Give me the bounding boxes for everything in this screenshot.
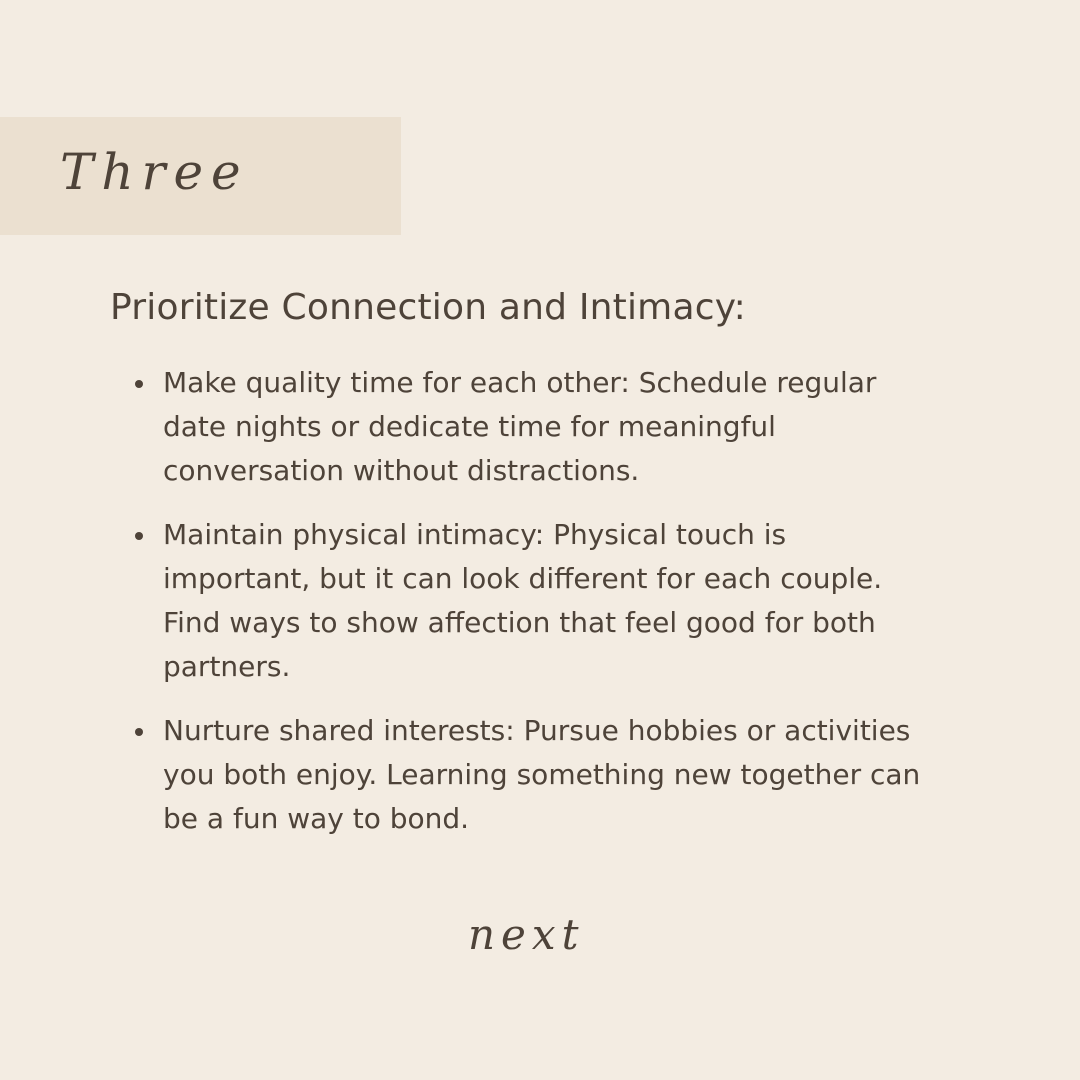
page-heading: Prioritize Connection and Intimacy: — [110, 287, 746, 328]
bullet-dot-icon — [135, 532, 143, 540]
next-button[interactable]: next — [468, 910, 585, 959]
list-item — [132, 513, 932, 689]
bullet-dot-icon — [135, 380, 143, 388]
list-item-text: Make quality time for each other: Schedule regular date nights or dedicate time for meaningful conversation without distractions. — [163, 366, 877, 487]
list-item-text: Maintain physical intimacy: Physical touch is important, but it can look different for each couple. Find ways to show affection that feel good for both partners. — [163, 518, 883, 683]
bullet-dot-icon — [135, 728, 143, 736]
list-item — [132, 361, 932, 493]
section-label-band — [0, 117, 401, 235]
list-item — [132, 709, 932, 841]
list-item-text: Nurture shared interests: Pursue hobbies or activities you both enjoy. Learning something new together can be a fun way to bond. — [163, 714, 921, 835]
section-label: Three — [60, 143, 249, 201]
tips-list — [132, 361, 932, 861]
